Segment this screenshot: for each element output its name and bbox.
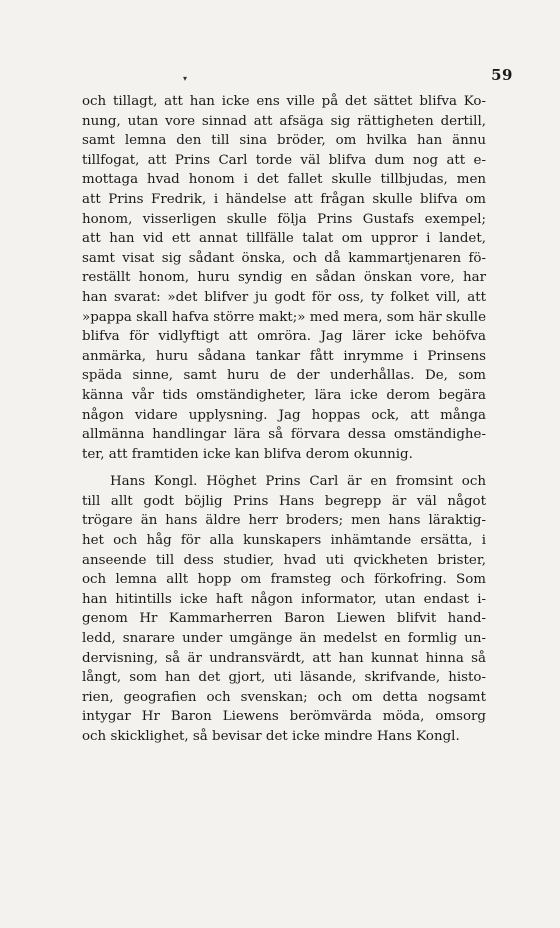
- text-line: ledd, snarare under umgänge än medelst en formlig un-: [82, 631, 486, 647]
- text-line: mottaga hvad honom i det fallet skulle tillbjudas, men: [82, 172, 486, 188]
- text-line: långt, som han det gjort, uti läsande, skrifvande, histo-: [82, 670, 486, 686]
- paragraph-1: [82, 92, 486, 464]
- text-line: genom Hr Kammarherren Baron Liewen blifvit hand-: [82, 611, 486, 627]
- text-line: och lemna allt hopp om framsteg och förkofring. Som: [82, 572, 486, 588]
- text-line: och skicklighet, så bevisar det icke mindre Hans Kongl.: [82, 729, 460, 744]
- text-line: att han vid ett annat tillfälle talat om uppror i landet,: [82, 231, 486, 247]
- text-line: till allt godt böjlig Prins Hans begrepp är väl något: [82, 493, 486, 509]
- text-line: anseende till dess studier, hvad uti qvickheten brister,: [82, 552, 486, 568]
- text-line: samt visat sig sådant önska, och då kammartjenaren fö-: [82, 250, 486, 266]
- text-line: allmänna handlingar lära så förvara dessa omständighe-: [82, 427, 486, 443]
- text-line: blifva för vidlyftigt att omröra. Jag lärer icke behöfva: [82, 329, 486, 345]
- paragraph-gap: [82, 464, 486, 472]
- page-number: 59: [491, 66, 513, 84]
- text-line: någon vidare upplysning. Jag hoppas ock, att många: [82, 407, 486, 423]
- body-text: [82, 92, 486, 747]
- text-line: nung, utan vore sinnad att afsäga sig rättigheten dertill,: [82, 113, 486, 129]
- text-line: att Prins Fredrik, i händelse att frågan skulle blifva om: [82, 191, 486, 207]
- text-line: honom, visserligen skulle följa Prins Gustafs exempel;: [82, 211, 486, 227]
- text-line: ter, att framtiden icke kan blifva derom okunnig.: [82, 446, 413, 462]
- text-line: och tillagt, att han icke ens ville på det sättet blifva Ko-: [82, 94, 486, 109]
- text-line: rien, geografien och svenskan; och om detta nogsamt: [82, 689, 486, 705]
- text-line: reställt honom, huru syndig en sådan önskan vore, har: [82, 270, 486, 286]
- text-line: intygar Hr Baron Liewens berömvärda möda, omsorg: [82, 709, 486, 725]
- text-line: trögare än hans äldre herr broders; men hans läraktig-: [82, 513, 486, 529]
- text-line: het och håg för alla kunskapers inhämtande ersätta, i: [82, 533, 486, 549]
- text-line: samt lemna den till sina bröder, om hvilka han ännu: [82, 133, 486, 149]
- paragraph-2: [82, 472, 486, 746]
- text-line: han hitintills icke haft någon informator, utan endast i-: [82, 591, 486, 607]
- text-line: »pappa skall hafva större makt;» med mera, som här skulle: [82, 309, 486, 325]
- text-line: känna vår tids omständigheter, lära icke derom begära: [82, 387, 486, 403]
- text-line: anmärka, huru sådana tankar fått inrymme i Prinsens: [82, 348, 486, 364]
- text-line: späda sinne, samt huru de der underhållas. De, som: [82, 368, 486, 384]
- text-line: Hans Kongl. Höghet Prins Carl är en fromsint och: [110, 474, 486, 490]
- text-line: tillfogat, att Prins Carl torde väl blifva dum nog att e-: [82, 152, 486, 168]
- ink-speck-mark: ▾: [183, 74, 188, 83]
- text-line: han svarat: »det blifver ju godt för oss, ty folket vill, att: [82, 289, 486, 305]
- text-line: dervisning, så är undransvärdt, att han kunnat hinna så: [82, 650, 486, 666]
